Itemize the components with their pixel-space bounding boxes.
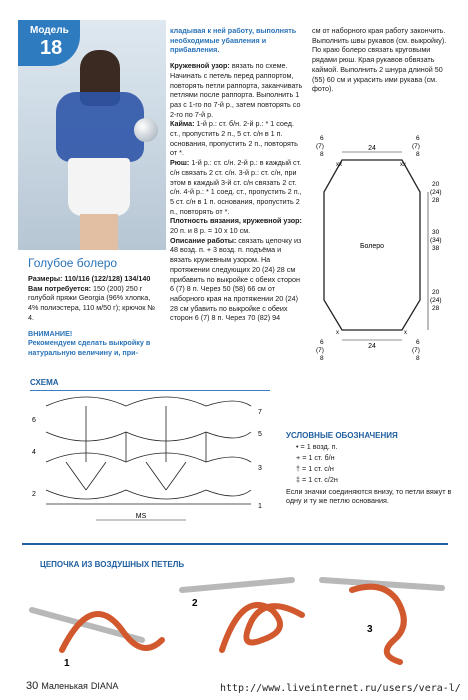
row-5: 5 [258, 431, 262, 438]
row-1: 1 [258, 503, 262, 510]
model-photo [18, 20, 166, 250]
model-number: 18 [40, 37, 63, 59]
photo-bolero [56, 92, 144, 162]
row-3: 3 [258, 465, 262, 472]
rt-dim-1: 6 [416, 135, 420, 142]
legend-item-dc: † = 1 ст. с/н [296, 464, 334, 473]
middle-column [170, 26, 304, 323]
lt-dim-1: 6 [320, 135, 324, 142]
row-7: 7 [258, 409, 262, 416]
lt-dim-3: 8 [320, 151, 324, 158]
project-title: Голубое болеро [28, 256, 118, 270]
page-footer [26, 680, 118, 692]
edge-title: Кайма: [170, 119, 195, 129]
xx-mark-right: xx [400, 162, 406, 168]
magazine-name: Маленькая [41, 681, 88, 691]
intro-text: кладывая к ней работу, выполнять необходимые убавления и прибавления. [170, 26, 297, 55]
edge-text: 1-й р.: ст. б/н. 2-й р.: * 1 соед. ст., пропустить 2 п., 5 ст. с/н в 1 п. основания, пропустить 2 п., повторять от *. [170, 119, 298, 158]
right-text: см от наборного края работу закончить. Выполнить швы рукавов (см. выкройку). По краю болеро связать круговыми рядами рюш. Края рукавов обвязать каймой. Выполнить 2 шнура длиной 50 (55) 60 см и украсить ими рукава (см. фото). [312, 26, 447, 94]
step-2 [182, 580, 302, 650]
side3-c: 28 [432, 305, 440, 312]
chain-top-rule [22, 543, 448, 545]
step-3 [322, 580, 442, 662]
chart-lines [46, 397, 251, 504]
attention-title: ВНИМАНИЕ! [28, 328, 73, 338]
rapport-label: MS [135, 513, 147, 520]
legend-item-chain: • = 1 возд. п. [296, 442, 338, 451]
crochet-chart [26, 392, 266, 532]
need-label: Вам потребуется: [28, 283, 92, 293]
chain-illustration [22, 570, 448, 670]
lb-dim-3: 8 [320, 355, 324, 360]
desc-title: Описание работы: [170, 235, 237, 245]
ruffle-title: Рюш: [170, 158, 190, 168]
pattern-label: Болеро [359, 243, 385, 250]
left-column [28, 274, 162, 358]
lb-dim-1: 6 [320, 339, 324, 346]
legend-note: Если значки соединяются внизу, то петли вяжут в одну и ту же петлю основания. [286, 487, 452, 505]
right-column [312, 26, 448, 94]
schema-title: СХЕМА [30, 378, 59, 387]
side2-a: 30 [432, 229, 440, 236]
density-text: 20 п. и 8 р. = 10 х 10 см. [170, 226, 251, 236]
row-6: 6 [32, 417, 36, 424]
rb-dim-2: (7) [412, 347, 420, 354]
rb-dim-1: 6 [416, 339, 420, 346]
side1-b: (24) [430, 189, 442, 196]
top-dim: 24 [368, 145, 376, 152]
side2-b: (34) [430, 237, 442, 244]
row-4: 4 [32, 449, 36, 456]
side2-c: 38 [432, 245, 440, 252]
rb-dim-3: 8 [416, 355, 420, 360]
photo-ball [134, 118, 158, 142]
photo-skirt [68, 158, 130, 216]
legend-item-sc: + = 1 ст. б/н [296, 453, 335, 462]
model-label: Модель [30, 25, 69, 36]
model-badge [18, 20, 80, 66]
sizes-label: Размеры: [28, 274, 63, 283]
legend-item-tr: ‡ = 1 ст. с/2н [296, 475, 338, 484]
magazine-brand: DIANA [90, 681, 119, 691]
source-url[interactable]: http://www.liveinternet.ru/users/vera-l/ [220, 683, 461, 694]
step-1-num: 1 [64, 658, 70, 669]
step-1 [32, 610, 162, 669]
need-value: 150 (200) 250 г голубой пряжи Georgia (96% хлопка, 4% полиэстера, 110 м/50 г); крючок № 4. [28, 283, 156, 322]
side1-a: 20 [432, 181, 440, 188]
chain-title: ЦЕПОЧКА ИЗ ВОЗДУШНЫХ ПЕТЕЛЬ [40, 560, 185, 569]
photo-legs [80, 214, 118, 250]
x-mark-right: x [404, 330, 407, 336]
ruffle-text: 1-й р.: ст. с/н. 2-й р.: в каждый ст. с/н связать 2 ст. с/н. 3-й р.: ст. с/н, при этом в каждый 3-й ст. с/н связать 2 ст. с/н. 4-й р.: * 1 соед. ст., пропустить 2 п., 5 ст. с/н в 1 п. основания, пропустить 2 п., повторять от *. [170, 158, 302, 216]
schema-rule [30, 390, 270, 391]
desc-text: связать цепочку из 48 возд. п. + 3 возд. п. подъёма и вязать кружевным узором. На протяжении следующих 20 (24) 28 см прибавить по выкройке с обеих сторон 6 (7) 8 п. Через 50 (58) 66 см от наборного края на протяжении 20 (24) 28 см убавить по выкройке с обеих сторон 6 (7) 8 п. Через 70 (82) 94 [170, 235, 302, 323]
step-2-num: 2 [192, 598, 198, 609]
xx-mark-left: xx [336, 162, 342, 168]
row-2: 2 [32, 491, 36, 498]
attention-text: Рекомендуем сделать выкройку в натуральную величину и, при- [28, 338, 151, 357]
lb-dim-2: (7) [316, 347, 324, 354]
bolero-pattern-diagram [312, 130, 452, 360]
page-number: 30 [26, 680, 39, 692]
legend-title: УСЛОВНЫЕ ОБОЗНАЧЕНИЯ [286, 431, 398, 440]
lace-text: вязать по схеме. Начинать с петель перед раппортом, повторять петли раппорта, заканчивать петлями после раппорта. Выполнить 1 раз с 1-го по 7-й р., затем повторять со 2-го по 7-й р. [170, 61, 303, 119]
bottom-dim: 24 [368, 343, 376, 350]
side3-a: 20 [432, 289, 440, 296]
step-3-num: 3 [367, 624, 373, 635]
legend [286, 430, 454, 505]
density-title: Плотность вязания, кружевной узор: [170, 216, 302, 226]
x-mark-left: x [336, 330, 339, 336]
side1-c: 28 [432, 197, 440, 204]
lace-title: Кружевной узор: [170, 61, 230, 71]
side3-b: (24) [430, 297, 442, 304]
sizes-value: 110/116 (122/128) 134/140 [64, 274, 151, 283]
lt-dim-2: (7) [316, 143, 324, 150]
rt-dim-3: 8 [416, 151, 420, 158]
rt-dim-2: (7) [412, 143, 420, 150]
